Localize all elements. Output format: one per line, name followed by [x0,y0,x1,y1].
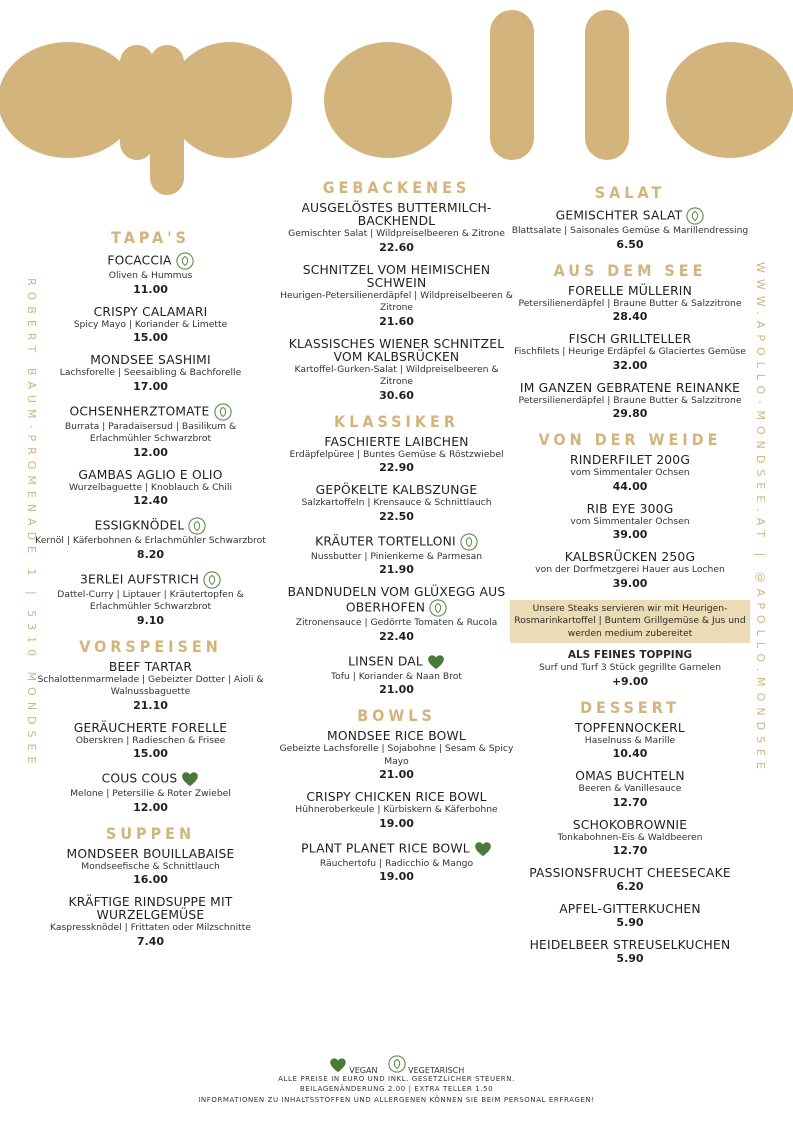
section-title: SALAT [594,183,666,202]
steak-note: Unsere Steaks servieren wir mit Heurigen-Rosmarinkartoffel | Buntem Grillgemüse & Jus und werden medium zubereitet [510,600,750,644]
vegetarian-leaf-icon [686,207,704,225]
item-name: CRISPY CHICKEN RICE BOWL [306,790,487,804]
section-title: VON DER WEIDE [538,430,722,449]
item-description: vom Simmentaler Ochsen [570,467,690,478]
item-description: Petersilienerdäpfel | Braune Butter & Salzzitrone [518,297,742,309]
item-price: 21.60 [379,314,414,328]
item-description: Nussbutter | Pinienkerne & Parmesan [310,550,483,562]
vegetarian-leaf-icon [429,599,447,617]
menu-item [510,722,750,762]
menu-item [33,517,268,562]
item-description: Schalottenmarmelade | Gebeizter Dotter | Aioli & Walnussbaguette [37,673,264,697]
item-name: GEPÖKELTE KALBSZUNGE [315,483,478,497]
item-name: KALBSRÜCKEN 250G [564,550,696,564]
menu-item [279,338,514,403]
item-price: 21.00 [379,768,414,781]
item-price: 16.00 [133,873,168,886]
menu-item [510,382,750,422]
item-description: Oberskren | Radieschen & Frisee [75,734,226,746]
item-description: Haselnuss & Marille [584,734,676,746]
menu-item [510,454,750,494]
item-description: Kartoffel-Gurken-Salat | Wildpreiselbeeren & Zitrone [294,363,499,387]
item-price: 15.00 [133,331,168,344]
menu-item [33,770,268,815]
menu-item [33,848,268,888]
vegetarian-leaf-icon [176,252,194,270]
section-title: GEBACKENES [322,178,471,197]
vegan-heart-icon [427,653,445,671]
menu-item [279,533,514,578]
menu-item [33,722,268,762]
menu-column-2 [279,172,514,893]
item-name: BANDNUDELN VOM GLÜXEGG AUS OBERHOFEN [287,585,506,615]
footer-allergens: INFORMATIONEN ZU INHALTSSTOFFEN UND ALLERGENEN KÖNNEN SIE BEIM PERSONAL ERFRAGEN! [198,1096,595,1104]
item-price: 30.60 [379,388,414,402]
item-price: 28.40 [612,310,648,323]
menu-item [510,551,750,591]
item-name: TOPFENNOCKERL [575,720,685,735]
menu-item [33,252,268,297]
item-name: HEIDELBEER STREUSELKUCHEN [529,938,731,952]
legend-vegetarian-label: VEGETARISCH [408,1066,465,1075]
item-name: KRÄFTIGE RINDSUPPE MIT WURZELGEMÜSE [68,895,233,922]
item-description: Tofu | Koriander & Naan Brot [331,670,462,682]
vegetarian-leaf-icon [388,1055,406,1073]
vegetarian-leaf-icon [203,571,221,589]
menu-item [33,661,268,713]
item-name: LINSEN DAL [348,654,423,668]
item-name: MONDSEE SASHIMI [90,353,211,367]
item-price: 21.10 [133,698,168,712]
item-name: FORELLE MÜLLERIN [567,283,693,298]
item-description: Oliven & Hummus [108,270,193,281]
section-title: SUPPEN [105,823,196,843]
menu-item [279,730,514,782]
item-name: GAMBAS AGLIO E OLIO [78,467,223,482]
apollo-logo [0,0,793,200]
menu-item [279,202,514,255]
item-name: MONDSEER BOUILLABAISE [66,846,235,861]
item-name: COUS COUS [101,771,178,786]
item-name: APFEL-GITTERKUCHEN [559,902,701,916]
item-name: OMAS BUCHTELN [575,769,685,783]
item-name: AUSGELÖSTES BUTTERMILCH-BACKHENDL [301,201,492,228]
item-description: Blattsalate | Saisonales Gemüse & Marillendressing [511,225,749,236]
item-price: 9.10 [136,613,165,627]
item-description: Burrata | Paradaisersud | Basilikum & Erlachmühler Schwarzbrot [64,420,237,444]
item-description: Kernöl | Käferbohnen & Erlachmühler Schwarzbrot [35,535,266,546]
item-price: 44.00 [612,479,648,493]
menu-column-3 [510,177,750,975]
item-name: OCHSENHERZTOMATE [69,404,210,418]
item-name: ESSIGKNÖDEL [94,518,185,533]
item-price: 5.90 [616,952,644,965]
item-name: CRISPY CALAMARI [93,304,208,319]
item-description: Spicy Mayo | Koriander & Limette [73,318,228,330]
topping-title: ALS FEINES TOPPING [567,649,693,661]
item-name: PASSIONSFRUCHT CHEESECAKE [529,866,731,880]
item-description: Lachsforelle | Seesaibling & Bachforelle [59,367,242,378]
item-name: PLANT PLANET RICE BOWL [301,841,470,855]
item-name: BEEF TARTAR [108,659,193,674]
menu-item [279,264,514,329]
item-description: vom Simmentaler Ochsen [570,515,690,527]
item-name: FASCHIERTE LAIBCHEN [324,434,469,449]
menu-item [33,403,268,460]
topping-item [510,649,750,689]
menu-column-1 [33,222,268,958]
menu-item [279,791,514,831]
menu-item [33,306,268,346]
website-vertical: WWW.APOLLO-MONDSEE.AT | @APOLLO.MONDSEE [754,262,767,775]
vegetarian-leaf-icon [460,533,478,551]
item-description: Dattel-Curry | Liptauer | Kräutertopfen & Erlachmühler Schwarzbrot [57,588,244,612]
item-price: 12.00 [133,800,168,814]
item-name: 3ERLEI AUFSTRICH [79,572,200,586]
item-name: GERÄUCHERTE FORELLE [73,720,228,735]
topping-description: Surf und Turf 3 Stück gegrillte Garnelen [538,662,722,673]
section-title: AUS DEM SEE [553,260,707,280]
item-price: 15.00 [133,747,168,760]
item-price: 22.50 [379,509,414,523]
item-price: 29.80 [612,407,648,420]
menu-item [279,586,514,644]
item-description: Fischfilets | Heurige Erdäpfel & Glaciertes Gemüse [514,346,746,357]
menu-item [279,653,514,698]
vegan-heart-icon [181,770,199,788]
item-price: 8.20 [136,547,165,561]
item-price: 11.00 [133,282,168,296]
menu-item [510,503,750,543]
item-description: Beeren & Vanillesauce [578,783,682,794]
item-price: 19.00 [379,870,414,883]
item-name: KRÄUTER TORTELLONI [315,534,456,548]
item-price: 6.20 [616,880,644,893]
item-description: Erdäpfelpüree | Buntes Gemüse & Röstzwiebel [289,448,504,460]
section-title: DESSERT [580,697,680,717]
topping-price: +9.00 [611,674,649,688]
item-price: 17.00 [133,379,168,393]
item-price: 21.00 [379,683,414,696]
item-price: 6.50 [616,237,644,251]
menu-item [33,571,268,628]
diet-legend [0,1055,793,1075]
item-description: Kaspressknödel | Frittaten oder Milzschnitte [50,922,251,933]
item-description: Melone | Petersilie & Roter Zwiebel [70,788,231,799]
item-name: IM GANZEN GEBRATENE REINANKE [519,380,741,395]
menu-item [279,840,514,885]
item-name: RINDERFILET 200G [569,453,691,467]
section-title: KLASSIKER [334,411,459,431]
item-description: Salzkartoffeln | Krensauce & Schnittlauch [301,497,492,508]
item-price: 39.00 [612,528,648,541]
item-price: 22.60 [379,240,414,254]
item-description: Zitronensauce | Gedörrte Tomaten & Rucola [295,617,498,628]
menu-item [510,867,750,894]
menu-item [279,484,514,524]
item-price: 10.40 [612,747,648,760]
item-name: GEMISCHTER SALAT [555,208,683,223]
menu-item [33,469,268,509]
item-name: SCHOKOBROWNIE [572,817,688,832]
item-description: Petersilienerdäpfel | Braune Butter & Salzzitrone [518,394,742,406]
item-price: 7.40 [136,934,165,948]
item-description: Heurigen-Petersilienerdäpfel | Wildpreiselbeeren & Zitrone [280,289,513,313]
item-description: Gebeizte Lachsforelle | Sojabohne | Sesam & Spicy Mayo [279,743,514,767]
address-vertical: ROBERT BAUM-PROMENADE 1 | 5310 MONDSEE [25,278,38,770]
item-name: KLASSISCHES WIENER SCHNITZEL VOM KALBSRÜCKEN [288,336,505,364]
vegetarian-leaf-icon [188,517,206,535]
menu-item [510,285,750,325]
footer-prices: ALLE PREISE IN EURO UND INKL. GESETZLICHER STEUERN. [278,1075,515,1083]
item-price: 39.00 [612,576,648,590]
menu-item [33,354,268,394]
vegan-heart-icon [474,840,492,858]
item-price: 21.90 [379,563,414,576]
vegetarian-leaf-icon [214,403,232,421]
item-description: Tonkabohnen-Eis & Waldbeeren [557,831,703,843]
menu-item [510,819,750,859]
item-name: FISCH GRILLTELLER [568,332,692,346]
menu-item [510,207,750,252]
menu-item [510,333,750,373]
item-name: SCHNITZEL VOM HEIMISCHEN SCHWEIN [302,262,491,290]
item-name: RIB EYE 300G [586,501,674,516]
item-name: FOCACCIA [107,253,172,268]
item-price: 12.40 [133,494,168,507]
item-price: 19.00 [379,816,414,830]
item-price: 5.90 [616,916,644,929]
section-title: VORSPEISEN [79,636,222,656]
item-description: Hühneroberkeule | Kürbiskern & Käferbohne [295,804,498,815]
legend-vegan-label: VEGAN [349,1066,378,1075]
item-price: 12.70 [612,844,648,857]
item-name: MONDSEE RICE BOWL [327,729,466,743]
item-price: 32.00 [612,358,648,372]
item-price: 12.00 [133,445,168,459]
menu-item [33,896,268,949]
item-description: Räuchertofu | Radicchio & Mango [319,857,474,869]
menu-item [510,903,750,930]
item-description: Wurzelbaguette | Knoblauch & Chili [68,481,233,493]
section-title: TAPA'S [111,228,190,247]
footer-extras: BEILAGENÄNDERUNG 2.00 | EXTRA TELLER 1.50 [299,1085,494,1093]
item-price: 22.90 [379,461,414,474]
item-description: Gemischter Salat | Wildpreiselbeeren & Zitrone [288,228,505,239]
menu-item [279,436,514,476]
section-title: BOWLS [357,706,436,725]
menu-item [510,939,750,966]
item-price: 12.70 [612,795,648,809]
item-description: von der Dorfmetzgerei Hauer aus Lochen [535,564,725,575]
vegan-heart-icon [329,1057,347,1073]
item-description: Mondseefische & Schnittlauch [81,860,220,872]
menu-item [510,770,750,810]
item-price: 22.40 [379,629,414,643]
